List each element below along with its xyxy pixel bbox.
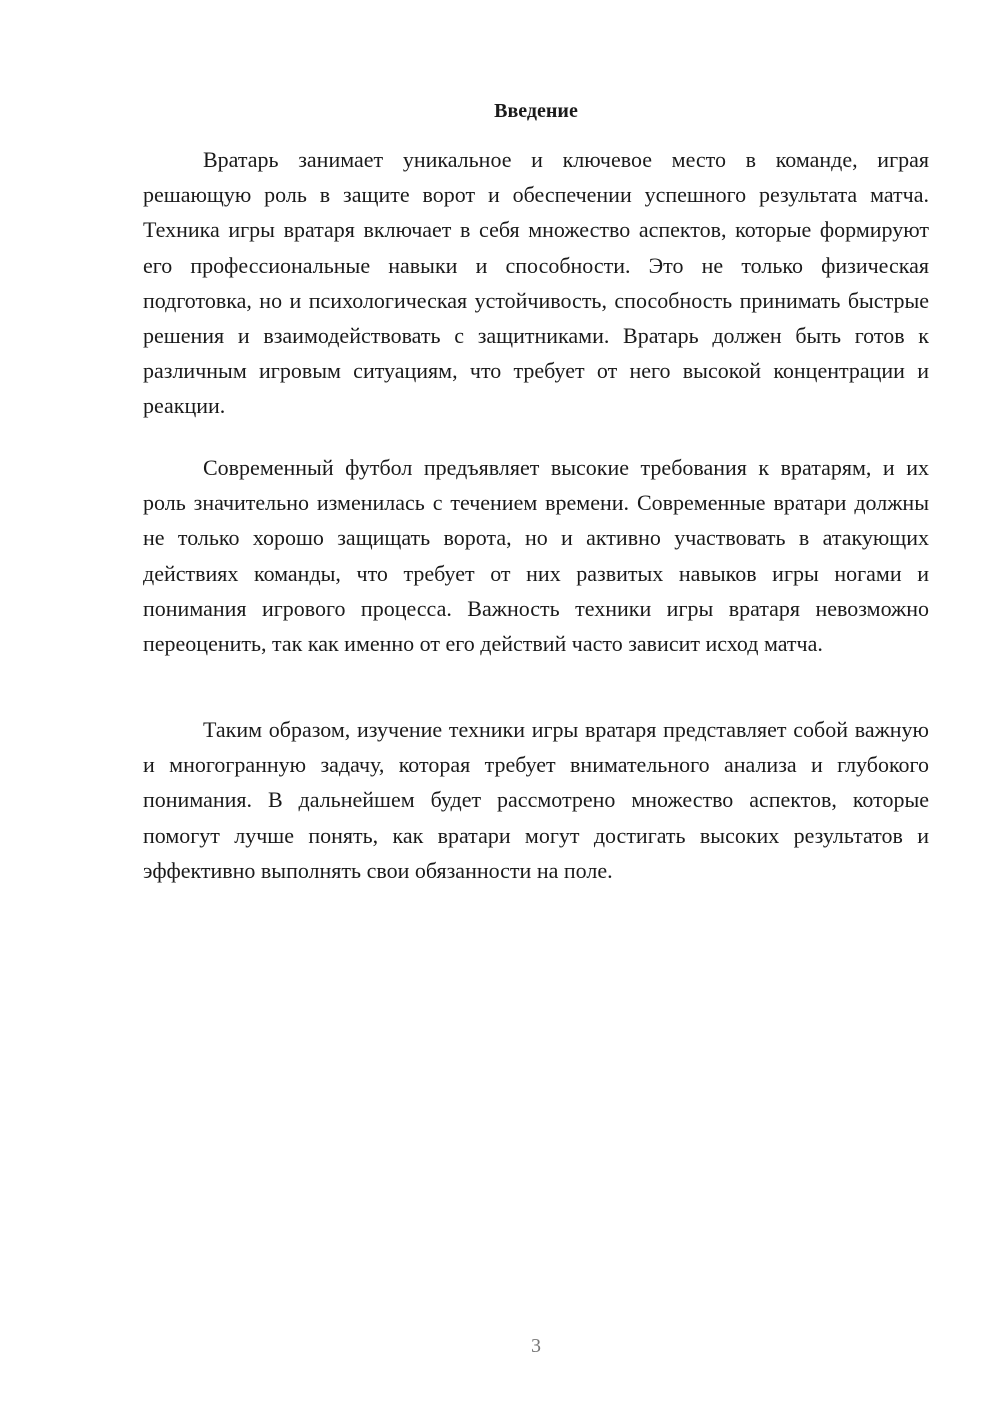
section-heading: Введение [494, 100, 578, 122]
paragraph-3: Таким образом, изучение техники игры вратаря представляет собой важную и многогранную задачу, которая требует внимательного анализа и глубокого понимания. В дальнейшем будет рассмотрено множество аспектов, которые помогут лучше понять, как вратари могут достигать высоких результатов и эффективно выполнять свои обязанности на поле. [143, 717, 929, 883]
paragraph-1: Вратарь занимает уникальное и ключевое место в команде, играя решающую роль в защите ворот и обеспечении успешного результата матча. Техника игры вратаря включает в себя множество аспектов, которые формируют его профессиональные навыки и способности. Это не только физическая подготовка, но и психологическая устойчивость, способность принимать быстрые решения и взаимодействовать с защитниками. Вратарь должен быть готов к различным игровым ситуациям, что требует от него высокой концентрации и реакции. [143, 147, 929, 419]
page-number: 3 [531, 1335, 541, 1357]
paragraph-2: Современный футбол предъявляет высокие требования к вратарям, и их роль значительно изменилась с течением времени. Современные вратари должны не только хорошо защищать ворота, но и активно участвовать в атакующих действиях команды, что требует от них развитых навыков игры ногами и понимания игрового процесса. Важность техники игры вратаря невозможно переоценить, так как именно от его действий часто зависит исход матча. [143, 455, 929, 657]
